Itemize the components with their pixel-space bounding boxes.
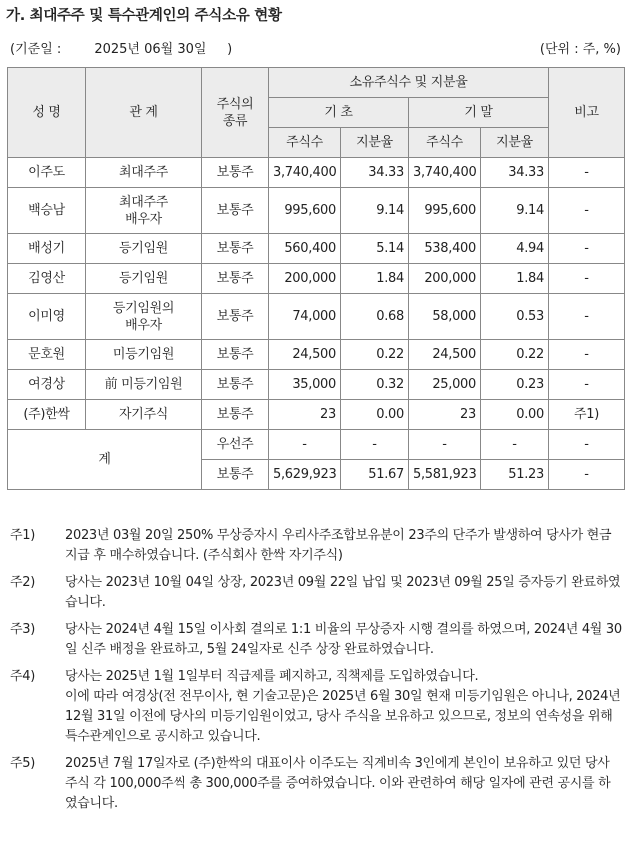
cell-end-ratio: 1.84 <box>481 264 549 294</box>
cell-end-shares: 24,500 <box>409 340 481 370</box>
cell-remark: - <box>549 158 625 188</box>
table-row <box>8 370 625 400</box>
footnote-line: 당사는 2024년 4월 15일 이사회 결의로 1:1 비율의 무상증자 시행 결의를 하였으며, 2024년 4월 30일 신주 배정을 완료하고, 5월 24일자로 신주 상장 완료하였습니다. <box>65 622 622 657</box>
cell-relation: 미등기임원 <box>86 340 202 370</box>
cell-stock-type: 보통주 <box>202 340 269 370</box>
cell-start-ratio: 0.22 <box>341 340 409 370</box>
footnotes <box>10 526 622 821</box>
table-row <box>8 294 625 340</box>
cell-name: 이미영 <box>8 294 86 340</box>
cell-start-ratio: 34.33 <box>341 158 409 188</box>
table-row <box>8 234 625 264</box>
footnote-text <box>65 667 622 747</box>
footnote <box>10 667 622 747</box>
cell-start-ratio: 9.14 <box>341 188 409 234</box>
cell-start-shares: 24,500 <box>269 340 341 370</box>
footnote <box>10 526 622 566</box>
cell-end-ratio: 0.00 <box>481 400 549 430</box>
total-common-start-shares: 5,629,923 <box>269 460 341 490</box>
cell-relation: 등기임원의 배우자 <box>86 294 202 340</box>
cell-remark: 주1) <box>549 400 625 430</box>
cell-end-shares: 23 <box>409 400 481 430</box>
cell-stock-type: 보통주 <box>202 294 269 340</box>
cell-name: (주)한싹 <box>8 400 86 430</box>
cell-start-shares: 35,000 <box>269 370 341 400</box>
cell-end-shares: 995,600 <box>409 188 481 234</box>
footnote-line: 이에 따라 여경상(전 전무이사, 현 기술고문)은 2025년 6월 30일 현재 미등기임원은 아니나, 2024년 12월 31일 이전에 당사의 미등기임원이었고, 당사 주식을 보유하고 있으므로, 정보의 연속성을 위해 특수관계인으로 공시하고 있습니다. <box>65 689 621 744</box>
cell-end-ratio: 34.33 <box>481 158 549 188</box>
cell-relation: 최대주주 <box>86 158 202 188</box>
cell-stock-type: 보통주 <box>202 188 269 234</box>
cell-name: 배성기 <box>8 234 86 264</box>
table-row <box>8 188 625 234</box>
cell-name: 여경상 <box>8 370 86 400</box>
header-name: 성 명 <box>8 68 86 158</box>
cell-remark: - <box>549 264 625 294</box>
footnote-line: 2023년 03월 20일 250% 무상증자시 우리사주조합보유분이 23주의 단주가 발생하여 당사가 현금지급 후 매수하였습니다. (주식회사 한싹 자기주식) <box>65 528 612 563</box>
cell-stock-type: 보통주 <box>202 400 269 430</box>
cell-name: 이주도 <box>8 158 86 188</box>
cell-stock-type: 보통주 <box>202 158 269 188</box>
footnote-text <box>65 754 622 814</box>
cell-end-ratio: 4.94 <box>481 234 549 264</box>
total-common-remark: - <box>549 460 625 490</box>
total-preferred-start-shares: - <box>269 430 341 460</box>
total-preferred-end-shares: - <box>409 430 481 460</box>
section-title: 가. 최대주주 및 특수관계인의 주식소유 현황 <box>6 8 282 24</box>
cell-stock-type: 보통주 <box>202 234 269 264</box>
total-common-type: 보통주 <box>202 460 269 490</box>
header-relation: 관 계 <box>86 68 202 158</box>
cell-start-shares: 995,600 <box>269 188 341 234</box>
header-end-ratio: 지분율 <box>481 128 549 158</box>
cell-end-shares: 538,400 <box>409 234 481 264</box>
total-common-end-ratio: 51.23 <box>481 460 549 490</box>
cell-relation: 최대주주 배우자 <box>86 188 202 234</box>
footnote-text <box>65 620 622 660</box>
cell-remark: - <box>549 234 625 264</box>
header-start-ratio: 지분율 <box>341 128 409 158</box>
total-preferred-end-ratio: - <box>481 430 549 460</box>
cell-remark: - <box>549 294 625 340</box>
total-label: 계 <box>8 430 202 490</box>
cell-start-ratio: 0.00 <box>341 400 409 430</box>
cell-end-shares: 58,000 <box>409 294 481 340</box>
cell-relation: 자기주식 <box>86 400 202 430</box>
table-row <box>8 264 625 294</box>
footnote-number: 주2) <box>10 575 36 590</box>
header-remark: 비고 <box>549 68 625 158</box>
cell-start-shares: 560,400 <box>269 234 341 264</box>
footnote-text <box>65 573 622 613</box>
cell-start-ratio: 0.32 <box>341 370 409 400</box>
cell-start-ratio: 5.14 <box>341 234 409 264</box>
cell-remark: - <box>549 188 625 234</box>
cell-start-shares: 23 <box>269 400 341 430</box>
footnote-line: 당사는 2025년 1월 1일부터 직급제를 폐지하고, 직책제를 도입하였습니다. <box>65 669 479 684</box>
total-preferred-remark: - <box>549 430 625 460</box>
cell-end-ratio: 0.23 <box>481 370 549 400</box>
cell-name: 백승남 <box>8 188 86 234</box>
cell-name: 김영산 <box>8 264 86 294</box>
cell-start-shares: 3,740,400 <box>269 158 341 188</box>
cell-end-ratio: 0.22 <box>481 340 549 370</box>
base-date: (기준일 : 2025년 06월 30일 ) <box>10 42 233 57</box>
footnote-line: 2025년 7월 17일자로 (주)한싹의 대표이사 이주도는 직계비속 3인에게 본인이 보유하고 있던 당사 주식 각 100,000주씩 총 300,000주를 증여하였습니다. 이와 관련하여 해당 일자에 관련 공시를 하였습니다. <box>65 756 611 811</box>
cell-relation: 등기임원 <box>86 264 202 294</box>
header-end-shares: 주식수 <box>409 128 481 158</box>
header-period-end: 기 말 <box>409 98 549 128</box>
total-preferred-type: 우선주 <box>202 430 269 460</box>
total-preferred-start-ratio: - <box>341 430 409 460</box>
shareholding-table <box>7 67 625 490</box>
footnote-line: 당사는 2023년 10월 04일 상장, 2023년 09월 22일 납입 및 2023년 09월 25일 증자등기 완료하였습니다. <box>65 575 621 610</box>
cell-relation: 前 미등기임원 <box>86 370 202 400</box>
footnote <box>10 573 622 613</box>
footnote-number: 주5) <box>10 756 36 771</box>
cell-start-shares: 74,000 <box>269 294 341 340</box>
header-period-start: 기 초 <box>269 98 409 128</box>
cell-start-shares: 200,000 <box>269 264 341 294</box>
cell-end-shares: 25,000 <box>409 370 481 400</box>
cell-stock-type: 보통주 <box>202 264 269 294</box>
footnote-number: 주1) <box>10 528 36 543</box>
cell-end-ratio: 9.14 <box>481 188 549 234</box>
footnote <box>10 754 622 814</box>
unit-label: (단위 : 주, %) <box>539 42 621 57</box>
header-start-shares: 주식수 <box>269 128 341 158</box>
header-stock-type: 주식의 종류 <box>202 68 269 158</box>
table-row <box>8 340 625 370</box>
cell-remark: - <box>549 340 625 370</box>
footnote-text <box>65 526 622 566</box>
cell-end-shares: 3,740,400 <box>409 158 481 188</box>
header-ownership: 소유주식수 및 지분율 <box>269 68 549 98</box>
table-row <box>8 158 625 188</box>
table-row <box>8 400 625 430</box>
footnote <box>10 620 622 660</box>
cell-stock-type: 보통주 <box>202 370 269 400</box>
cell-name: 문호원 <box>8 340 86 370</box>
cell-start-ratio: 0.68 <box>341 294 409 340</box>
cell-remark: - <box>549 370 625 400</box>
footnote-number: 주3) <box>10 622 36 637</box>
cell-relation: 등기임원 <box>86 234 202 264</box>
cell-end-shares: 200,000 <box>409 264 481 294</box>
cell-end-ratio: 0.53 <box>481 294 549 340</box>
total-common-start-ratio: 51.67 <box>341 460 409 490</box>
total-common-end-shares: 5,581,923 <box>409 460 481 490</box>
cell-start-ratio: 1.84 <box>341 264 409 294</box>
footnote-number: 주4) <box>10 669 36 684</box>
